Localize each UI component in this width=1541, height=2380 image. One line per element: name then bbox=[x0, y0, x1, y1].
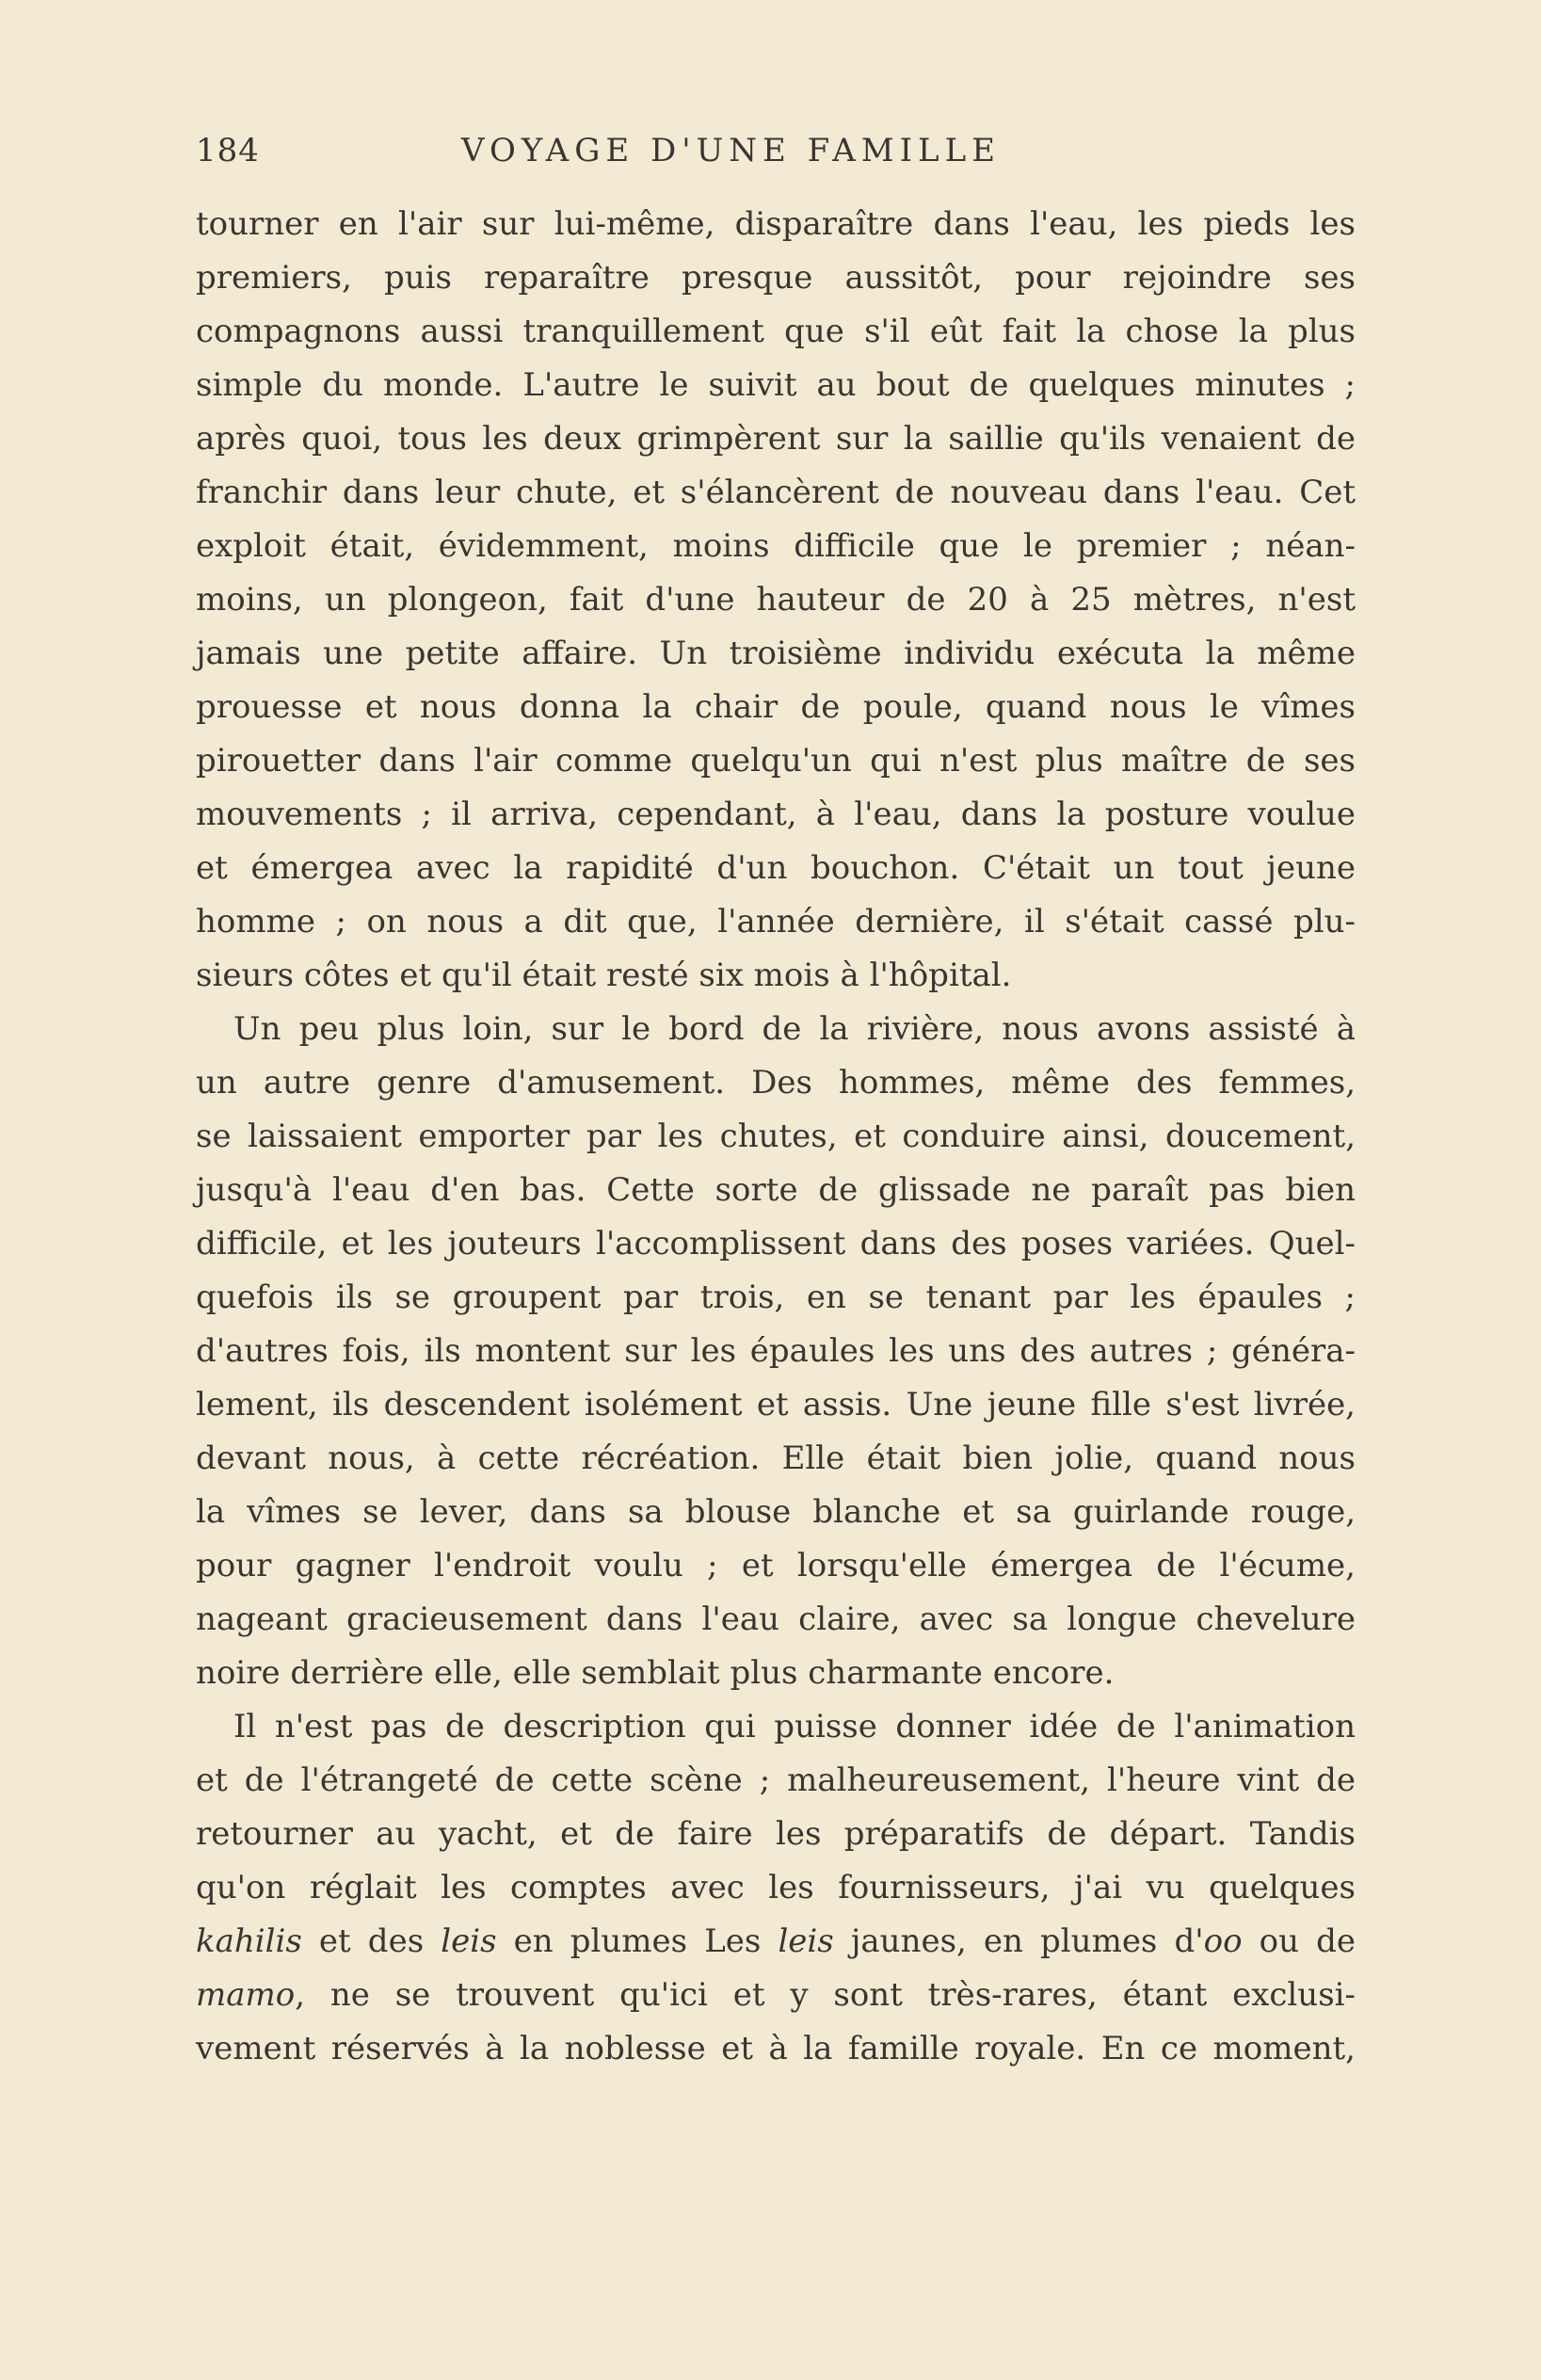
text-line: mouvements ; il arriva, cependant, à l'eau, dans la posture voulue bbox=[196, 796, 1356, 833]
text-fragment: et des bbox=[301, 1922, 441, 1960]
text-line: nageant gracieusement dans l'eau claire, avec sa longue chevelure bbox=[196, 1600, 1356, 1638]
text-line: après quoi, tous les deux grimpèrent sur la saillie qu'ils venaient de bbox=[196, 420, 1356, 458]
text-line: lement, ils descendent isolément et assis. Une jeune fille s'est livrée, bbox=[196, 1386, 1356, 1423]
text-line: difficile, et les jouteurs l'accomplissent dans des poses variées. Quel- bbox=[196, 1225, 1356, 1262]
italic-term: leis bbox=[441, 1922, 497, 1960]
text-line: franchir dans leur chute, et s'élancèrent de nouveau dans l'eau. Cet bbox=[196, 474, 1356, 511]
text-line: prouesse et nous donna la chair de poule, quand nous le vîmes bbox=[196, 688, 1356, 726]
text-line: un autre genre d'amusement. Des hommes, même des femmes, bbox=[196, 1064, 1356, 1102]
text-line: la vîmes se lever, dans sa blouse blanche et sa guirlande rouge, bbox=[196, 1493, 1356, 1531]
text-line: et de l'étrangeté de cette scène ; malheureusement, l'heure vint de bbox=[196, 1761, 1356, 1799]
text-line: quefois ils se groupent par trois, en se tenant par les épaules ; bbox=[196, 1278, 1356, 1316]
text-line: retourner au yacht, et de faire les préparatifs de départ. Tandis bbox=[196, 1815, 1356, 1853]
text-line: qu'on réglait les comptes avec les fournisseurs, j'ai vu quelques bbox=[196, 1869, 1356, 1906]
text-line: jusqu'à l'eau d'en bas. Cette sorte de glissade ne paraît pas bien bbox=[196, 1171, 1356, 1209]
text-line: devant nous, à cette récréation. Elle était bien jolie, quand nous bbox=[196, 1439, 1356, 1477]
paragraph-2 bbox=[196, 1003, 1356, 1700]
text-fragment: en plumes Les bbox=[496, 1922, 779, 1960]
text-line: et émergea avec la rapidité d'un bouchon. C'était un tout jeune bbox=[196, 849, 1356, 887]
text-line-italic-terms bbox=[196, 1969, 1356, 2022]
text-line: pirouetter dans l'air comme quelqu'un qui n'est plus maître de ses bbox=[196, 742, 1356, 780]
text-line: tourner en l'air sur lui-même, disparaître dans l'eau, les pieds les bbox=[196, 205, 1356, 243]
paragraph-3 bbox=[196, 1700, 1356, 2076]
text-line-italic-terms bbox=[196, 1915, 1356, 1969]
running-title: VOYAGE D'UNE FAMILLE bbox=[461, 132, 1002, 169]
text-line: exploit était, évidemment, moins difficile que le premier ; néan- bbox=[196, 527, 1356, 565]
text-fragment: jaunes, en plumes d' bbox=[833, 1922, 1204, 1960]
italic-term: leis bbox=[778, 1922, 834, 1960]
body-text bbox=[196, 198, 1356, 2076]
text-line: pour gagner l'endroit voulu ; et lorsqu'elle émergea de l'écume, bbox=[196, 1547, 1356, 1584]
italic-term: oo bbox=[1203, 1922, 1243, 1960]
text-line: d'autres fois, ils montent sur les épaules les uns des autres ; généra- bbox=[196, 1332, 1356, 1370]
running-head bbox=[196, 132, 1356, 177]
text-line: Un peu plus loin, sur le bord de la rivière, nous avons assisté à bbox=[233, 1010, 1356, 1048]
italic-term: kahilis bbox=[196, 1922, 302, 1960]
text-line: jamais une petite affaire. Un troisième individu exécuta la même bbox=[196, 635, 1356, 672]
text-line: sieurs côtes et qu'il était resté six mois à l'hôpital. bbox=[196, 957, 1012, 994]
text-line: simple du monde. L'autre le suivit au bout de quelques minutes ; bbox=[196, 366, 1356, 404]
text-line: vement réservés à la noblesse et à la famille royale. En ce moment, bbox=[196, 2030, 1356, 2067]
italic-term: mamo bbox=[196, 1976, 296, 2014]
text-line: homme ; on nous a dit que, l'année dernière, il s'était cassé plu- bbox=[196, 903, 1356, 941]
text-line: compagnons aussi tranquillement que s'il eût fait la chose la plus bbox=[196, 313, 1356, 350]
text-line: se laissaient emporter par les chutes, et conduire ainsi, doucement, bbox=[196, 1118, 1356, 1155]
text-fragment: , ne se trouvent qu'ici et y sont très-rares, étant exclusi- bbox=[295, 1976, 1356, 2014]
text-line: noire derrière elle, elle semblait plus charmante encore. bbox=[196, 1654, 1115, 1692]
text-line: premiers, puis reparaître presque aussitôt, pour rejoindre ses bbox=[196, 259, 1356, 297]
text-line: Il n'est pas de description qui puisse donner idée de l'animation bbox=[233, 1708, 1356, 1745]
paragraph-1 bbox=[196, 198, 1356, 1003]
text-line: moins, un plongeon, fait d'une hauteur de 20 à 25 mètres, n'est bbox=[196, 581, 1356, 619]
page-number: 184 bbox=[196, 132, 260, 169]
text-fragment: ou de bbox=[1242, 1922, 1356, 1960]
